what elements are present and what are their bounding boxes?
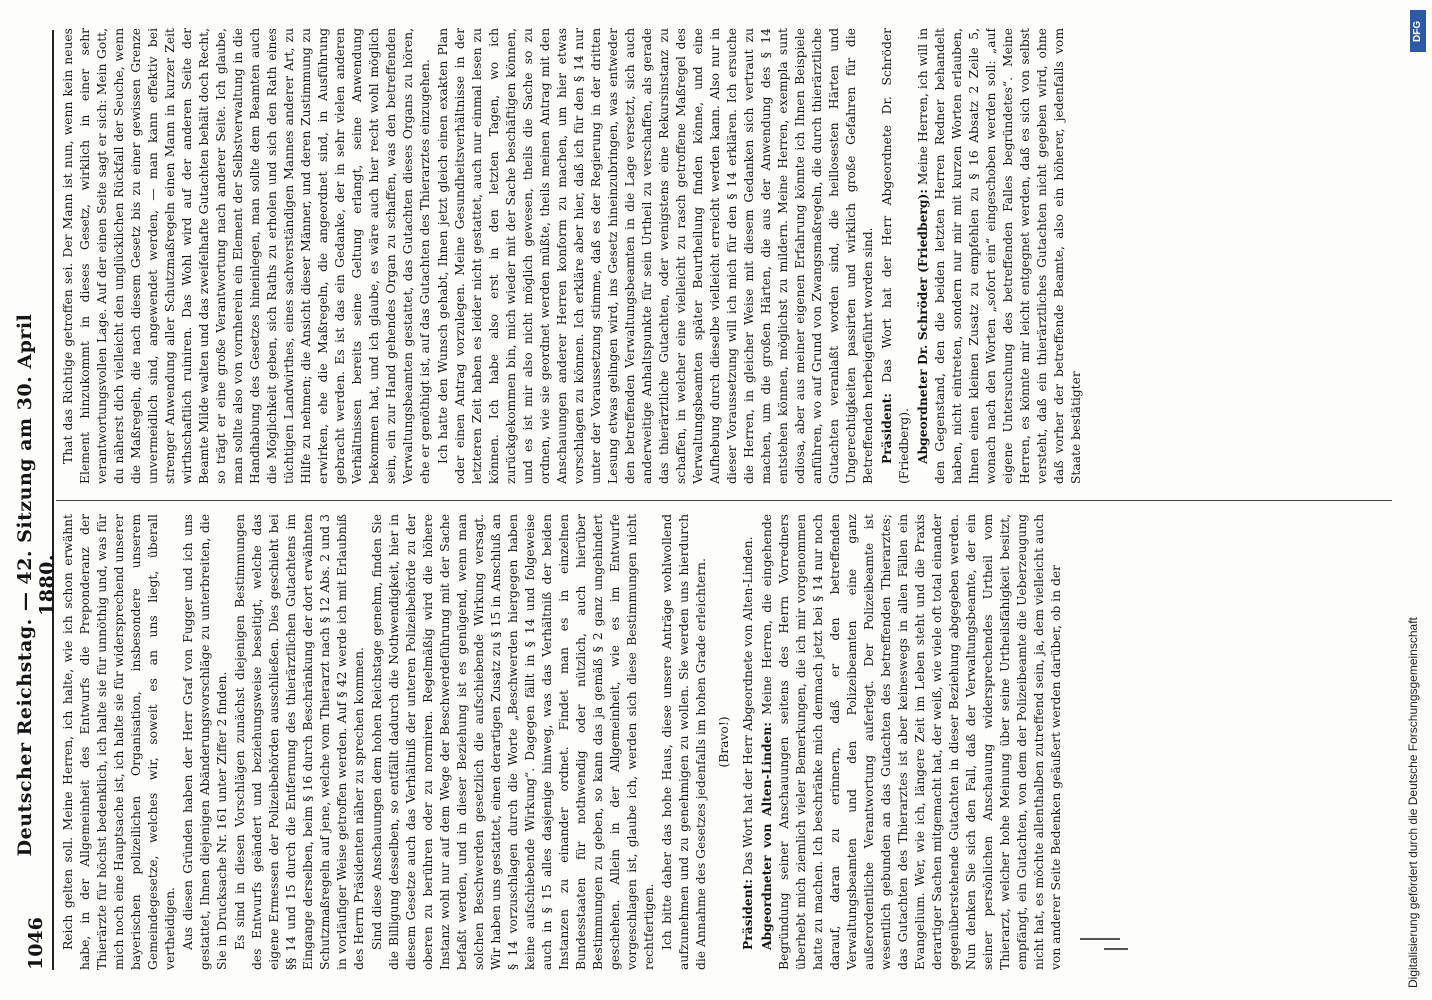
paragraph-text: Das Wort hat der Herr Abgeordnete Dr. Schröder (Friedberg).: [880, 28, 911, 484]
speaker-paragraph: [758, 514, 1065, 970]
digitization-credit: Digitalisierung gefördert durch die Deutsche Forschungsgemeinschaft: [1406, 617, 1420, 988]
page-number: 1046: [25, 917, 47, 970]
paragraph: [60, 514, 179, 970]
speaker-label: Präsident:: [879, 393, 894, 464]
paragraph-text: Ich hatte den Wunsch gehabt, Ihnen jetzt gleich einen exakten Plan oder einen Antrag vorzulegen. Meine Gesundheitsverhältnisse in der letzteren Zeit haben es leider nicht gestattet, auch nur einmal lesen zu können. Ich habe also erst in den letzten Tagen, wo ich zurückgekommen bin, mich wieder mit der Sache beschäftigen können, und es ist mir also nicht möglich gewesen, theils die Sache so zu ordnen, wie sie geordnet werden müßte, theils meinen Antrag mit den Anschauungen anderer Herren konform zu machen, um hier etwas vorschlagen zu können. Ich erkläre aber hier, daß ich für den § 14 nur unter der Voraussetzung stimme, daß es der Regierung in der dritten Lesung etwas gelingen wird, ins Gesetz hineinzubringen, was entweder den betreffenden Verwaltungsbeamten in die Lage versetzt, sich auch anderweitige Anhaltspunkte für sein Urtheil zu verschaffen, als gerade das thierärztliche Gutachten, oder wenigstens eine Rekursinstanz zu schaffen, in welcher eine vielleicht zu rasch getroffene Maßregel des Verwaltungsbeamten später Beurtheilung finden könne, und eine Aufhebung durch dieselbe vielleicht erreicht werden kann. Also nur in dieser Voraussetzung will ich mich für den § 14 erklären. Ich ersuche die Herren, in gleicher Weise mit diesem Gedanken sich vertraut zu machen, um die großen Härten, die aus der Anwendung des § 14 entstehen können, möglichst zu mildern. Meine Herren, exempla sunt odiosa, aber aus meiner eigenen Erfahrung könnte ich Ihnen Beispiele anführen, wo auf Grund von Zwangsmaßregeln, die durch thierärztliche Gutachten veranlaßt worden sind, die heillosesten Härten und Ungerechtigkeiten passirten und wirklich große Gefahren für die Betreffenden herbeigeführt worden sind.: [436, 28, 875, 484]
paragraph: [369, 514, 658, 970]
paragraph-text: Reich gelten soll. Meine Herren, ich halte, wie ich schon erwähnt habe, in der Allgemeinheit des Entwurfs die Preponderanz der Thierärzte für höchst bedenklich, ich halte sie für unnöthig und, was für mich noch eine Hauptsache ist, ich halte sie für widersprechend unserer bayerischen polizeilichen Organisation, insbesondere unserem Gemeindegesetze, welches wir, soweit es an uns liegt, überall vertheidigen.: [61, 514, 177, 970]
paragraph-text: Aus diesen Gründen haben der Herr Graf von Fugger und ich uns gestattet, Ihnen diejenigen Abänderungsvorschläge zu unterbreiten, die Sie in Drucksache Nr. 161 unter Ziffer 2 finden.: [181, 514, 229, 970]
running-title: Deutscher Reichstag. — 42. Sitzung am 30. April 1880.: [14, 313, 58, 857]
paragraph: [659, 514, 710, 970]
paragraph: [435, 28, 877, 484]
speaker-label: Abgeordneter von Alten-Linden:: [759, 722, 774, 950]
paragraph-text: Sind diese Anschauungen dem hohen Reichstage genehm, finden Sie die Billigung desselben, so entfällt dadurch die Nothwendigkeit, hier in diesem Gesetze auch das Verhältniß der unteren Polizeibehörde zu der oberen zu berühren oder zu normiren. Regelmäßig wird die höhere Instanz wohl nur auf dem Wege der Beschwerdeführung mit der Sache befaßt werden, und in dieser Beziehung ist es genügend, wenn man solchen Beschwerden gesetzlich die aufschiebende Wirkung versagt. Wir haben uns gestattet, einen derartigen Zusatz zu § 15 in Anschluß an § 14 vorzuschlagen durch die Worte „Beschwerden hiergegen haben keine aufschiebende Wirkung“. Dagegen fällt in § 14 und folgeweise auch in § 15 alles dasjenige hinweg, was das Verhältniß der beiden Instanzen zu einander ordnet. Findet man es in einzelnen Bundesstaaten für nothwendig oder nützlich, auch hierüber Bestimmungen zu geben, so kann das ja gemäß § 2 ganz ungehindert geschehen. Allein in der Allgemeinheit, wie es im Entwurfe vorgeschlagen ist, glaube ich, werden sich diese Bestimmungen nicht rechtfertigen.: [370, 514, 656, 970]
paragraph-text: Es sind in diesen Vorschlägen zunächst diejenigen Bestimmungen des Entwurfs geändert und beziehungsweise beseitigt, welche das eigene Ermessen der Polizeibehörden ausschließen. Dies geschieht bei §§ 14 und 15 durch die Entfernung des thierärztlichen Gutachtens im Eingange derselben, beim § 16 durch Beschränkung der dort erwähnten Schutzmaßregeln auf jene, welche vom Thierarzt nach § 12 Abs. 2 und 3 in vorläufiger Weise getroffen werden. Auf § 42 werde ich mit Erlaubniß des Herrn Präsidenten näher zu sprechen kommen.: [233, 514, 366, 970]
paragraph-text: Ich bitte daher das hohe Haus, diese unsere Anträge wohlwollend aufzunehmen und zu genehmigen zu wollen. Sie werden uns hierdurch die Annahme des Gesetzes jedenfalls im hohen Grade erleichtern.: [660, 514, 708, 970]
paragraph-text: (Bravo!): [717, 716, 731, 768]
paragraph: [60, 28, 434, 484]
paragraph-text: Meine Herren, ich will in den Gegenstand, den die beiden letzten Herren Redner behandelt haben, nicht eintreten, sondern nur mir mit kurzen Worten erlauben, Ihnen einen kleinen Zusatz zu empfehlen zu § 16 Absatz 2 Zeile 5, wonach nach den Worten „sofort ein“ eingeschoben werden soll: „auf eigene Untersuchung des betreffenden Falles begründetes“. Meine Herren, es könnte mir leicht entgegnet werden, daß es sich von selbst versteht, daß ein thierärztliches Gutachten nicht gegeben wird, ohne daß vorher der betreffende Beamte, also ein höherer, jedenfalls vom Staate bestätigter: [916, 28, 1083, 484]
speaker-paragraph: [914, 28, 1085, 484]
paragraph-text: Meine Herren, die eingehende Begründung seiner Anschauungen seitens des Herrn Vorredners überhebt mich ziemlich vieler Bemerkungen, die ich mir vorgenommen hatte zu machen. Ich beschränke mich demnach jetzt bei § 14 nur noch darauf, daran zu erinnern, daß er den betreffenden Verwaltungsbeamten und den Polizeibeamten eine ganz außerordentliche Verantwortung auferlegt. Der Polizeibeamte ist wesentlich gebunden an das Gutachten des betreffenden Thierarztes; das Gutachten des Thierarztes ist aber keineswegs in allen Fällen ein Evangelium. Wer, wie ich, längere Zeit im Leben steht und die Praxis derartiger Sachen mitgemacht hat, der weiß, wie viele oft total einander gegenüberstehende Gutachten in dieser Beziehung abgegeben werden. Nun denken Sie sich den Fall, daß der Verwaltungsbeamte, der ein seiner persönlichen Anschauung widersprechendes Urtheil vom Thierarzt, welcher hohe Meinung über seine Urtheilsfähigkeit besitzt, empfängt, ein Gutachten, von dem der Polizeibeamte die Ueberzeugung nicht hat, es möchte allenthalben zutreffend sein, ja, dem vielleicht auch von anderer Seite Bedenken geäußert werden darüber, ob in der: [760, 514, 1063, 970]
speaker-label: Präsident:: [740, 879, 755, 950]
speaker-paragraph: [739, 514, 757, 970]
interjection: [716, 514, 733, 970]
text-column-right: [60, 28, 1392, 484]
dfg-logo: DFG: [1410, 10, 1426, 52]
paragraph: [180, 514, 231, 970]
paragraph: [232, 514, 368, 970]
text-column-left: [60, 514, 1392, 970]
page-header: [14, 30, 58, 970]
speaker-paragraph: [878, 28, 913, 484]
paragraph-text: That das Richtige getroffen sei. Der Mann ist nun, wenn kein neues Element hinzukommt in dieses Gesetz, wirklich in einer sehr verantwortungsvollen Lage. Auf der einen Seite sagt er sich: Mein Gott, du näherst dich vielleicht den unglücklichen Rückfall der Seuche, wenn die Maßregeln, die nach diesem Gesetz bis zu einer gewissen Grenze unvermeidlich sind, angewendet werden, — man kann effektiv bei strenger Anwendung aller Schutzmaßregeln einen Mann in kurzer Zeit wirthschaftlich ruiniren. Das Wohl wird auf der anderen Seite der Beamte Milde walten und das zweifelhafte Gutachten behält doch Recht, so trägt er eine große Verantwortung nach anderer Seite. Ich glaube, man sollte also von vornherein ein Element der Selbstverwaltung in die Handhabung des Gesetzes hineinlegen, man sollte dem Beamten auch die Möglichkeit geben, sich Raths zu erholen und sich den Rath eines tüchtigen Landwirthes, eines sachverständigen Mannes anderer Art, zu Hilfe zu nehmen; die Ansicht dieser Männer, und deren Zustimmung zu erwirken, ehe die Maßregeln, die angeordnet sind, in Ausführung gebracht werden. Es ist das ein Gedanke, der in sehr vielen anderen Verhältnissen bereits seine Geltung erlangt, seine Anwendung bekommen hat, und ich glaube, es wäre auch hier recht wohl möglich sein, ein zur Hand gehendes Organ zu schaffen, was den betreffenden Verwaltungsbeamten gestattet, das Gutachten dieses Organs zu hören, ehe er genöthigt ist, auf das Gutachten des Thierarztes einzugehen.: [61, 28, 432, 484]
scan-artifact-line: [1080, 938, 1120, 940]
paragraph-text: Das Wort hat der Herr Abgeordnete von Alten-Linden.: [741, 536, 755, 876]
scan-artifact-line: [1104, 948, 1128, 950]
speaker-label: Abgeordneter Dr. Schröder (Friedberg):: [915, 189, 930, 464]
column-divider: [56, 500, 1392, 501]
